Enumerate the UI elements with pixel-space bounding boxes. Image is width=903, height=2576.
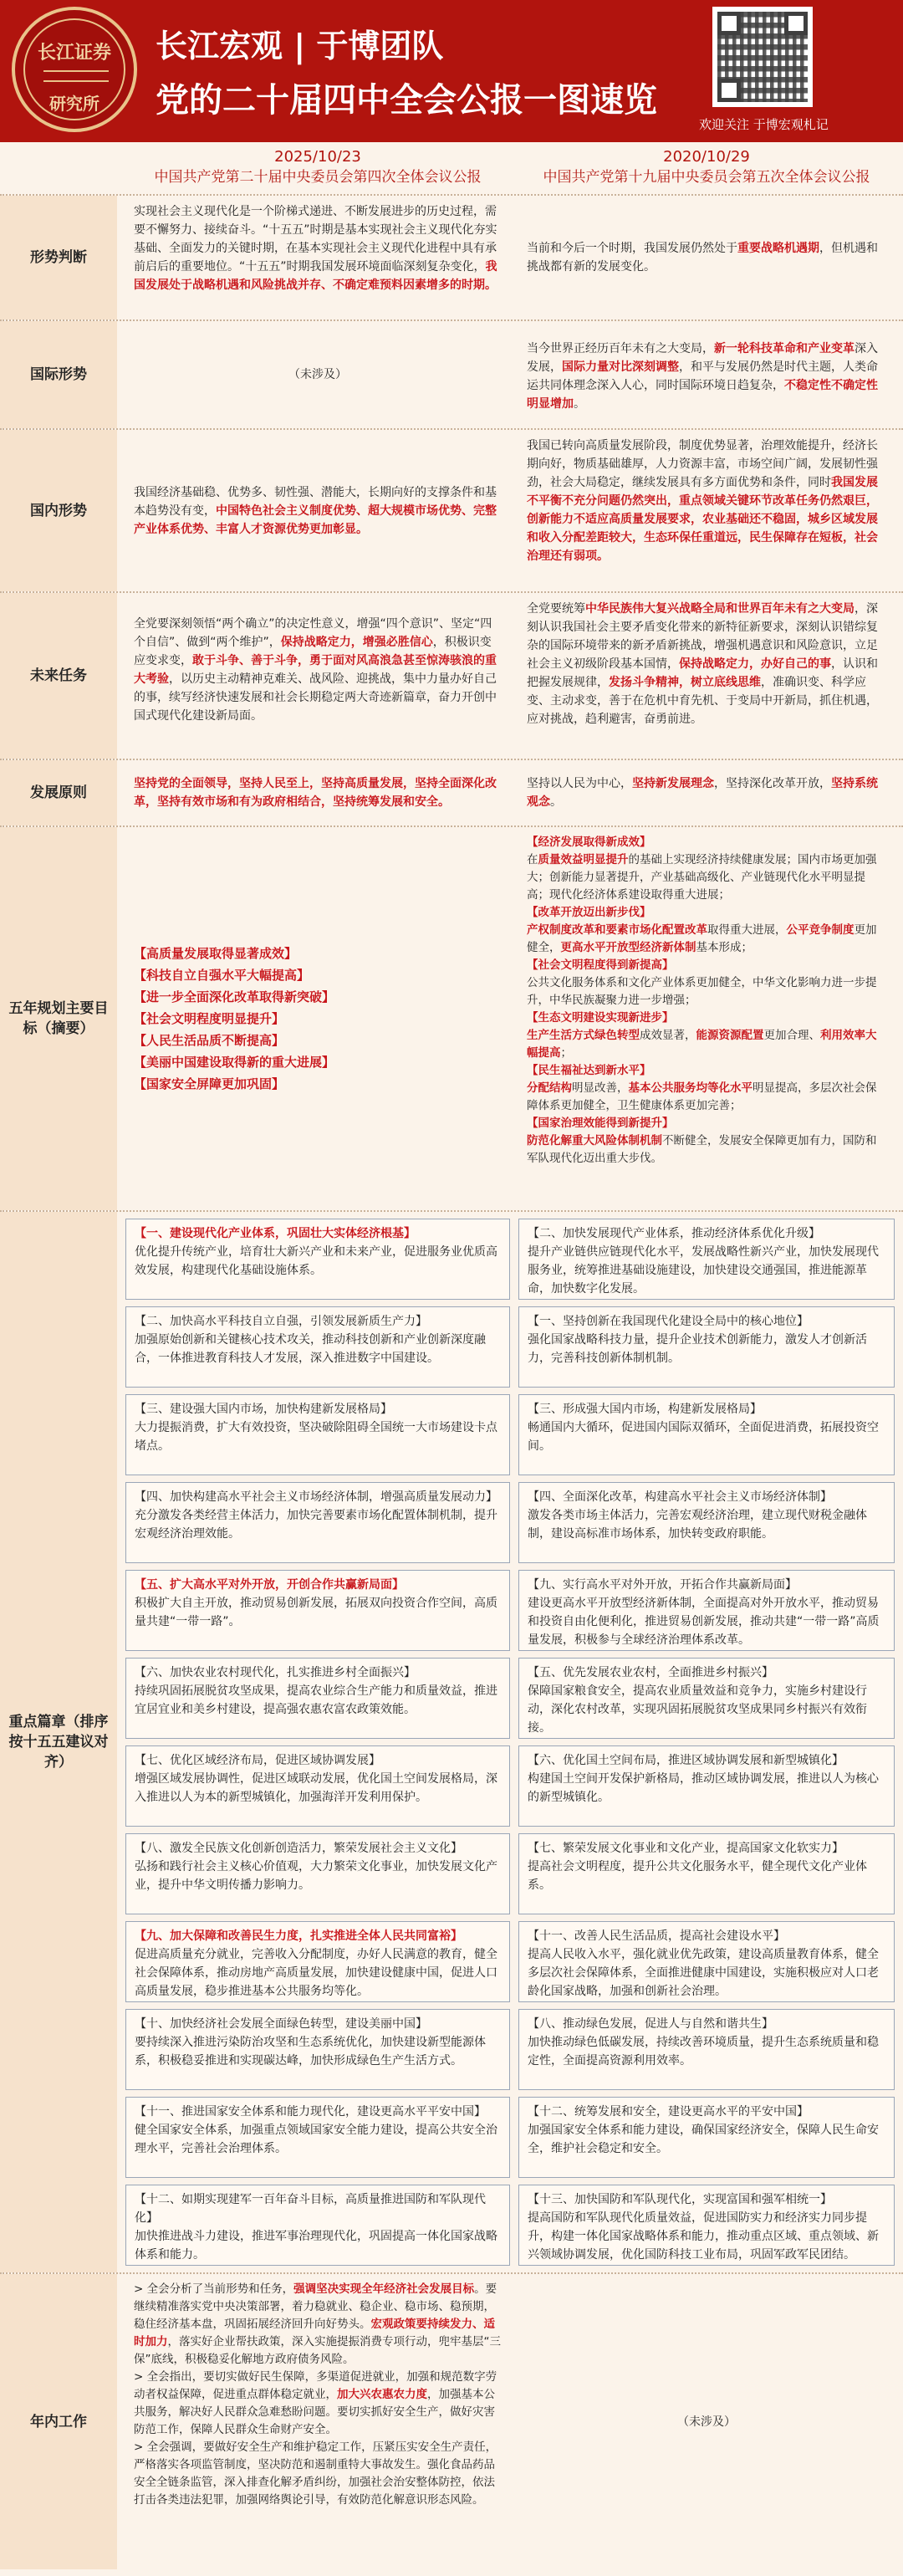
- row-plan: [0, 825, 903, 1210]
- key-chapter-title: 【六、加快农业农村现代化，扎实推进乡村全面振兴】: [135, 1666, 416, 1679]
- key-chapter-title: 【七、优化区域经济布局，促进区域协调发展】: [135, 1754, 380, 1767]
- key-chapter-box: [518, 1219, 895, 1300]
- key-chapter-body: 增强区域发展协调性，促进区域联动发展，优化国土空间发展格局，深入推进以人为本的新型城镇化，加强海洋开发利用保护。: [135, 1772, 497, 1804]
- header-banner: [0, 0, 903, 142]
- key-chapter-body: 充分激发各类经营主体活力，加快完善要素市场化配置体制机制，提升宏观经济治理效能。: [135, 1509, 497, 1541]
- key-chapter-box: [125, 1219, 510, 1300]
- key-chapter-box: [518, 2185, 895, 2266]
- cell-2025: [125, 827, 510, 1210]
- key-chapter-title: 【九、加大保障和改善民生力度，扎实推进全体人民共同富裕】: [135, 1929, 462, 1943]
- key-chapter-body: 构建国土空间开发保护新格局，推动区域协调发展，推进以人为核心的新型城镇化。: [528, 1772, 879, 1804]
- key-chapter-body: 持续巩固拓展脱贫攻坚成果，提高农业综合生产能力和质量效益，推进宜居宜业和美乡村建设，提高强农惠农富农政策效能。: [135, 1684, 497, 1716]
- row-key-chapters: [0, 1210, 903, 2272]
- key-chapter-box: [125, 1658, 510, 1739]
- cell-2020: 坚持以人民为中心，坚持新发展理念，坚持深化改革开放，坚持系统观念。: [527, 777, 878, 809]
- team-title: 长江宏观 | 于博团队: [156, 28, 444, 64]
- key-chapter-title: 【三、形成强大国内市场，构建新发展格局】: [528, 1403, 762, 1416]
- qr-code-icon: [712, 7, 813, 107]
- key-chapter-body: 强化国家战略科技力量，提升企业技术创新能力，激发人才创新活力，完善科技创新体制机制。: [528, 1333, 867, 1365]
- research-seal-logo: [12, 7, 137, 132]
- key-chapter-title: 【一、坚持创新在我国现代化建设全局中的核心地位】: [528, 1315, 809, 1328]
- key-chapter-box: [518, 1570, 895, 1651]
- key-chapter-body: 加强原始创新和关键核心技术攻关，推动科技创新和产业创新深度融合，一体推进教育科技人才发展，深入推进数字中国建设。: [135, 1333, 486, 1365]
- key-chapter-title: 【八、推动绿色发展，促进人与自然和谐共生】: [528, 2017, 773, 2031]
- key-chapter-body: 提高社会文明程度，提升公共文化服务水平，健全现代文化产业体系。: [528, 1860, 867, 1892]
- key-chapter-title: 【四、全面深化改革，构建高水平社会主义市场经济体制】: [528, 1490, 832, 1504]
- row-domestic: [0, 428, 903, 591]
- key-chapter-title: 【二、加快高水平科技自立自强，引领发展新质生产力】: [135, 1315, 427, 1328]
- plan-goal: 【美丽中国建设取得新的重大进展】: [134, 1055, 335, 1070]
- key-chapter-title: 【二、加快发展现代产业体系，推动经济体系优化升级】: [528, 1227, 820, 1240]
- key-chapter-title: 【十、加快经济社会发展全面绿色转型，建设美丽中国】: [135, 2017, 427, 2031]
- key-chapter-box: [125, 2009, 510, 2090]
- column-header-2025: [125, 147, 510, 192]
- key-chapter-body: 提升产业链供应链现代化水平，发展战略性新兴产业，加快发展现代服务业，统筹推进基础设施建设，加快建设交通强国，推进能源革命，加快数字化发展。: [528, 1245, 879, 1296]
- key-chapter-title: 【十二、统筹发展和安全，建设更高水平的平安中国】: [528, 2105, 809, 2119]
- plan-goal: 【科技自立自强水平大幅提高】: [134, 968, 310, 983]
- column-name: 中国共产党第十九届中央委员会第五次全体会议公报: [543, 169, 870, 186]
- plan-goal: 【国家安全屏障更加巩固】: [134, 1076, 285, 1091]
- key-chapter-title: 【九、实行高水平对外开放，开拓合作共赢新局面】: [528, 1578, 797, 1592]
- row-situation: [0, 194, 903, 319]
- key-chapter-title: 【十一、推进国家安全体系和能力现代化，建设更高水平平安中国】: [135, 2105, 486, 2119]
- key-chapter-box: [518, 1306, 895, 1388]
- cell-2020: 当前和今后一个时期，我国发展仍然处于重要战略机遇期，但机遇和挑战都有新的发展变化。: [527, 242, 878, 273]
- key-chapter-body: 激发各类市场主体活力，完善宏观经济治理，建立现代财税金融体制，建设高标准市场体系，加快转变政府职能。: [528, 1509, 867, 1541]
- column-date: 2025/10/23: [274, 148, 361, 166]
- row-label: 五年规划主要目标（摘要）: [0, 827, 117, 1210]
- seal-top-text: 长江证券: [37, 42, 111, 64]
- key-chapter-body: 大力提振消费，扩大有效投资，坚决破除阻碍全国统一大市场建设卡点堵点。: [135, 1421, 497, 1453]
- cell-2025: 全党要深刻领悟“两个确立”的决定性意义，增强“四个意识”、坚定“四个自信”、做到“两个维护”，保持战略定力，增强必胜信心，积极识变应变求变，敢于斗争、善于斗争，勇于面对风高浪急甚至惊涛骇浪的重大考验，以历史主动精神克难关、战风险、迎挑战，集中力量办好自己的事，续写经济快速发展和社会长期稳定两大奇迹新篇章，奋力开创中国式现代化建设新局面。: [134, 617, 497, 723]
- key-chapter-title: 【七、繁荣发展文化事业和文化产业，提高国家文化软实力】: [528, 1842, 844, 1855]
- seal-bottom-text: 研究所: [49, 94, 99, 114]
- cell-2020: 当今世界正经历百年未有之大变局，新一轮科技革命和产业变革深入发展，国际力量对比深刻调整，和平与发展仍然是时代主题，人类命运共同体理念深入人心，同时国际环境日趋复杂，不稳定性不确定性明显增加。: [527, 342, 878, 411]
- cell-2020: （未涉及）: [677, 2415, 736, 2429]
- key-chapter-box: [125, 1745, 510, 1827]
- row-annual: [0, 2272, 903, 2569]
- key-chapter-title: 【八、激发全民族文化创新创造活力，繁荣发展社会主义文化】: [135, 1842, 462, 1855]
- key-chapter-body: 提高人民收入水平，强化就业优先政策，建设高质量教育体系，健全多层次社会保障体系，全面推进健康中国建设，实施积极应对人口老龄化国家战略，加强和创新社会治理。: [528, 1948, 879, 1998]
- key-chapter-box: [518, 1394, 895, 1475]
- cell-2025: 我国经济基础稳、优势多、韧性强、潜能大，长期向好的支撑条件和基本趋势没有变，中国特色社会主义制度优势、超大规模市场优势、完整产业体系优势、丰富人才资源优势更加彰显。: [134, 485, 497, 536]
- key-chapter-title: 【六、优化国土空间布局，推进区域协调发展和新型城镇化】: [528, 1754, 844, 1767]
- row-label: 重点篇章（排序按十五五建议对齐）: [0, 1212, 117, 2272]
- key-chapter-body: 畅通国内大循环，促进国内国际双循环，全面促进消费，拓展投资空间。: [528, 1421, 879, 1453]
- key-chapter-box: [518, 1921, 895, 2002]
- cell-2020: 【经济发展取得新成效】 在质量效益明显提升的基础上实现经济持续健康发展；国内市场更加强大；创新能力显著提升，产业基础高级化、产业链现代化水平明显提高；现代化经济体系建设取得重大进展； 【改革开放迈出新步伐】 产权制度改革和要素市场化配置改革取得重大进展，公平竞争制度更加健全，更高水平开放型经济新体制基本形成； 【社会文明程度得到新提高】 公共文化服务体系和文化产业体系更加健全，中华文化影响力进一步提升，中华民族凝聚力进一步增强； 【生态文明建设实现新进步】 生产生活方式绿色转型成效显著，能源资源配置更加合理、利用效率大幅提高； 【民生福祉达到新水平】 分配结构明显改善，基本公共服务均等化水平明显提高，多层次社会保障体系更加健全，卫生健康体系更加完善； 【国家治理效能得到新提升】 防范化解重大风险体制机制不断健全，发展安全保障更加有力，国防和军队现代化迈出重大步伐。: [527, 836, 877, 1165]
- key-chapter-title: 【一、建设现代化产业体系，巩固壮大实体经济根基】: [135, 1227, 416, 1240]
- key-chapter-box: [125, 1833, 510, 1914]
- column-date: 2020/10/29: [663, 148, 750, 166]
- key-chapter-body: 保障国家粮食安全，提高农业质量效益和竞争力，实施乡村建设行动，深化农村改革，实现巩固拓展脱贫攻坚成果同乡村振兴有效衔接。: [528, 1684, 867, 1735]
- key-chapter-title: 【十三、加快国防和军队现代化，实现富国和强军相统一】: [528, 2193, 832, 2206]
- key-chapter-body: 健全国家安全体系，加强重点领域国家安全能力建设，提高公共安全治理水平，完善社会治理体系。: [135, 2124, 497, 2155]
- key-chapter-box: [518, 2097, 895, 2178]
- row-intl: [0, 319, 903, 428]
- key-chapter-box: [518, 1658, 895, 1739]
- key-chapter-body: 提高国防和军队现代化质量效益，促进国防实力和经济实力同步提升，构建一体化国家战略体系和能力，推动重点区域、重点领域、新兴领域协调发展，优化国防科技工业布局，巩固军政军民团结。: [528, 2211, 879, 2262]
- key-chapter-title: 【五、扩大高水平对外开放，开创合作共赢新局面】: [135, 1578, 404, 1592]
- annual-item: > 全会指出，要切实做好民生保障，多渠道促进就业，加强和规范数字劳动者权益保障，促进重点群体稳定就业，加大兴农惠农力度，加强基本公共服务，解决好人民群众急难愁盼问题。要切实抓好安全生产，做好灾害防范工作，保障人民群众生命财产安全。: [134, 2370, 497, 2436]
- row-label: 国际形势: [0, 321, 117, 428]
- key-chapter-body: 加快推动绿色低碳发展，持续改善环境质量，提升生态系统质量和稳定性，全面提高资源利用效率。: [528, 2036, 879, 2067]
- row-principle: [0, 759, 903, 825]
- cell-2025: [125, 2274, 510, 2569]
- cell-2025: 坚持党的全面领导，坚持人民至上，坚持高质量发展，坚持全面深化改革，坚持有效市场和有为政府相结合，坚持统筹发展和安全。: [134, 777, 497, 809]
- key-chapter-body: 积极扩大自主开放，推动贸易创新发展，拓展双向投资合作空间，高质量共建“一带一路”。: [135, 1597, 497, 1628]
- key-chapter-body: 要持续深入推进污染防治攻坚和生态系统优化，加快建设新型能源体系，积极稳妥推进和实现碳达峰，加快形成绿色生产生活方式。: [135, 2036, 486, 2067]
- row-future: [0, 591, 903, 759]
- qr-caption: 欢迎关注 于博宏观札记: [699, 117, 829, 132]
- key-chapter-title: 【三、建设强大国内市场，加快构建新发展格局】: [135, 1403, 392, 1416]
- key-chapter-box: [125, 1394, 510, 1475]
- row-label: 国内形势: [0, 430, 117, 591]
- key-chapter-title: 【十一、改善人民生活品质，提高社会建设水平】: [528, 1929, 785, 1943]
- cell-2025: （未涉及）: [288, 368, 347, 381]
- key-chapter-box: [518, 1745, 895, 1827]
- row-label: 未来任务: [0, 593, 117, 759]
- annual-item: > 全会分析了当前形势和任务，强调坚决实现全年经济社会发展目标。要继续精准落实党中央决策部署，着力稳就业、稳企业、稳市场、稳预期，稳住经济基本盘，巩固拓展经济回升向好势头。宏观政策要持续发力、适时加力，落实好企业帮扶政策，深入实施提振消费专项行动，兜牢基层“三保”底线，积极稳妥化解地方政府债务风险。: [134, 2282, 501, 2366]
- cell-2025: 实现社会主义现代化是一个阶梯式递进、不断发展进步的历史过程，需要不懈努力、接续奋斗。“十五五”时期是基本实现社会主义现代化夯实基础、全面发力的关键时期，在基本实现社会主义现代化进程中具有承前启后的重要地位。“十五五”时期我国发展环境面临深刻复杂变化，我国发展处于战略机遇和风险挑战并存、不确定难预料因素增多的时期。: [134, 205, 497, 292]
- plan-goal: 【社会文明程度明显提升】: [134, 1011, 285, 1026]
- row-label: 形势判断: [0, 196, 117, 319]
- key-chapter-box: [125, 1306, 510, 1388]
- key-chapter-box: [125, 1482, 510, 1563]
- key-chapter-box: [125, 1570, 510, 1651]
- key-chapter-title: 【五、优先发展农业农村，全面推进乡村振兴】: [528, 1666, 773, 1679]
- key-chapter-box: [518, 1482, 895, 1563]
- row-label: 年内工作: [0, 2274, 117, 2569]
- cell-2020: 全党要统筹中华民族伟大复兴战略全局和世界百年未有之大变局，深刻认识我国社会主要矛盾变化带来的新特征新要求，深刻认识错综复杂的国际环境带来的新矛盾新挑战，增强机遇意识和风险意识，立足社会主义初级阶段基本国情，保持战略定力，办好自己的事，认识和把握发展规律，发扬斗争精神，树立底线思维，准确识变、科学应变、主动求变，善于在危机中育先机、于变局中开新局，抓住机遇，应对挑战，趋利避害，奋勇前进。: [527, 602, 878, 726]
- key-chapter-body: 加强国家安全体系和能力建设，确保国家经济安全，保障人民生命安全，维护社会稳定和安全。: [528, 2124, 879, 2155]
- key-chapter-body: 促进高质量充分就业，完善收入分配制度，办好人民满意的教育，健全社会保障体系，推动房地产高质量发展，加快建设健康中国，促进人口高质量发展，稳步推进基本公共服务均等化。: [135, 1948, 497, 1998]
- key-chapter-body: 建设更高水平开放型经济新体制，全面提高对外开放水平，推动贸易和投资自由化便利化，推进贸易创新发展，推动共建“一带一路”高质量发展，积极参与全球经济治理体系改革。: [528, 1597, 880, 1647]
- key-chapter-box: [125, 1921, 510, 2002]
- plan-goal: 【进一步全面深化改革取得新突破】: [134, 989, 335, 1004]
- key-chapter-body: 加快推进战斗力建设，推进军事治理现代化，巩固提高一体化国家战略体系和能力。: [135, 2230, 497, 2262]
- annual-item: > 全会强调，要做好安全生产和维护稳定工作，压紧压实安全生产责任，严格落实各项监管制度，坚决防范和遏制重特大事故发生。强化食品药品安全全链条监管，深入排查化解矛盾纠纷，加强社会治安整体防控，依法打击各类违法犯罪，加强网络舆论引导，有效防范化解意识形态风险。: [134, 2441, 497, 2507]
- column-header-2020: [518, 147, 895, 192]
- key-chapter-title: 【十二、如期实现建军一百年奋斗目标，高质量推进国防和军队现代化】: [135, 2193, 486, 2225]
- key-chapter-box: [518, 2009, 895, 2090]
- page-title: 党的二十届四中全会公报一图速览: [156, 81, 657, 120]
- cell-2020: 我国已转向高质量发展阶段，制度优势显著，治理效能提升，经济长期向好，物质基础雄厚，人力资源丰富，市场空间广阔，发展韧性强劲，社会大局稳定，继续发展具有多方面优势和条件，同时我国发展不平衡不充分问题仍然突出，重点领域关键环节改革任务仍然艰巨，创新能力不适应高质量发展要求，农业基础还不稳固，城乡区域发展和收入分配差距较大，生态环保任重道远，民生保障存在短板，社会治理还有弱项。: [527, 439, 878, 563]
- row-label: 发展原则: [0, 760, 117, 825]
- plan-goal: 【高质量发展取得显著成效】: [134, 946, 298, 961]
- key-chapter-title: 【四、加快构建高水平社会主义市场经济体制，增强高质量发展动力】: [135, 1490, 497, 1504]
- column-name: 中国共产党第二十届中央委员会第四次全体会议公报: [154, 169, 482, 186]
- key-chapter-box: [125, 2097, 510, 2178]
- key-chapter-box: [125, 2185, 510, 2266]
- key-chapter-body: 弘扬和践行社会主义核心价值观，大力繁荣文化事业，加快发展文化产业，提升中华文明传播力影响力。: [135, 1860, 497, 1892]
- key-chapter-body: 优化提升传统产业，培育壮大新兴产业和未来产业，促进服务业优质高效发展，构建现代化基础设施体系。: [135, 1245, 497, 1277]
- key-chapter-box: [518, 1833, 895, 1914]
- plan-goal: 【人民生活品质不断提高】: [134, 1033, 285, 1048]
